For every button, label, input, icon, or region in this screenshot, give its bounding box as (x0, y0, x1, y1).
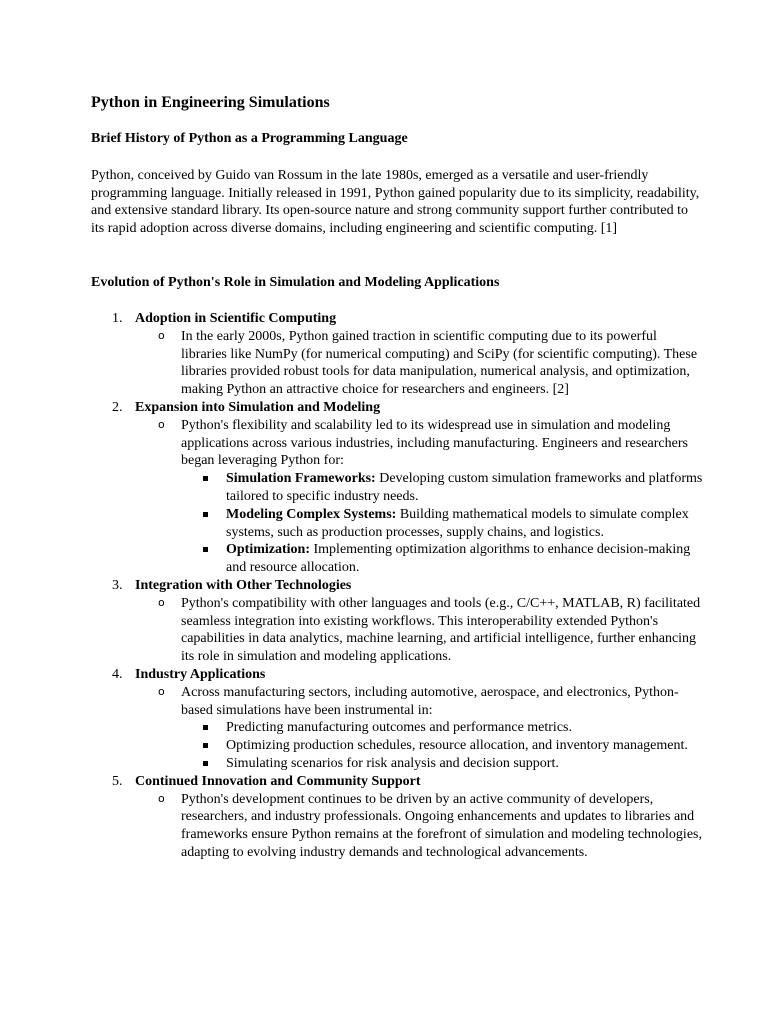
sub-item-text: Implementing optimization algorithms to enhance decision-making and resource allocation. (226, 542, 691, 576)
evolution-outline (91, 310, 703, 862)
section-number: 3. (112, 577, 123, 593)
section-number: 1. (112, 311, 123, 326)
intro-paragraph: Python, conceived by Guido van Rossum in the late 1980s, emerged as a versatile and user-friendly programming language. Initially released in 1991, Python gained popularity due to its simplicity, readability, and extensive standard library. Its open-source nature and strong community support further contributed to its rapid adoption across diverse domains, including engineering and scientific computing. [1] (91, 168, 700, 236)
sub-item-text: Building mathematical models to simulate complex systems, such as production processes, supply chains, and logistics. (226, 506, 689, 540)
sub-list (135, 719, 703, 772)
section-bullet (91, 328, 703, 399)
square-bullet-icon (203, 725, 208, 730)
sub-list (135, 470, 703, 577)
section-item (91, 310, 703, 399)
square-bullet-icon (203, 512, 208, 517)
sub-item-text: Predicting manufacturing outcomes and performance metrics. (226, 720, 572, 736)
document-page (91, 93, 703, 860)
sub-item-text: Developing custom simulation frameworks and platforms tailored to specific industry needs. (226, 471, 703, 504)
section-text: Python's flexibility and scalability led to its widespread use in simulation and modeling applications across various industries, including manufacturing. Engineers and researchers began leveraging Python for: (181, 417, 688, 469)
circle-bullet-icon: o (158, 417, 165, 431)
sub-item-label: Simulation Frameworks: (226, 471, 376, 487)
section-text: In the early 2000s, Python gained traction in scientific computing due to its powerful libraries like NumPy (for numerical computing) and SciPy (for scientific computing). These libraries provided robust tools for data manipulation, numerical analysis, and optimization, making Python an attractive choice for researchers and engineers. [2] (181, 328, 698, 398)
sub-list-item (91, 506, 703, 542)
sub-list-item (91, 541, 703, 577)
document-title: Python in Engineering Simulations (91, 94, 330, 111)
section-bullet (91, 684, 703, 720)
square-bullet-icon (203, 476, 208, 481)
circle-bullet-icon: o (158, 328, 165, 342)
circle-bullet-icon: o (158, 595, 165, 609)
section-bullet (91, 595, 703, 666)
section-heading: Industry Applications (135, 666, 266, 682)
section-heading: Integration with Other Technologies (135, 577, 352, 593)
history-heading: Brief History of Python as a Programming Language (91, 131, 408, 146)
sub-item-text: Simulating scenarios for risk analysis and decision support. (226, 755, 559, 771)
square-bullet-icon (203, 761, 208, 766)
sub-list-item (91, 737, 703, 755)
sub-item-label: Optimization: (226, 542, 310, 558)
evolution-heading: Evolution of Python's Role in Simulation and Modeling Applications (91, 275, 500, 290)
section-number: 2. (112, 399, 123, 415)
section-heading: Expansion into Simulation and Modeling (135, 399, 381, 415)
square-bullet-icon (203, 547, 208, 552)
section-item (91, 773, 703, 862)
section-text: Python's development continues to be driven by an active community of developers, researchers, and industry professionals. Ongoing enhancements and updates to libraries and frameworks ensure Python remains at the forefront of simulation and modeling technologies, adapting to evolving industry demands and technological advancements. (181, 791, 702, 860)
section-text: Across manufacturing sectors, including automotive, aerospace, and electronics, Python-based simulations have been instrumental in: (181, 684, 679, 718)
section-item (91, 666, 703, 773)
circle-bullet-icon: o (158, 684, 165, 698)
section-number: 5. (112, 773, 123, 789)
section-text: Python's compatibility with other languages and tools (e.g., C/C++, MATLAB, R) facilitated seamless integration into existing workflows. This interoperability extended Python's capabilities in data analytics, machine learning, and artificial intelligence, further enhancing its role in simulation and modeling applications. (181, 595, 701, 665)
section-number: 4. (112, 666, 123, 682)
section-heading: Adoption in Scientific Computing (135, 311, 337, 326)
sub-list-item (91, 755, 703, 773)
sub-item-label: Modeling Complex Systems: (226, 506, 397, 522)
section-item (91, 399, 703, 577)
circle-bullet-icon: o (158, 791, 165, 805)
sub-list-item (91, 470, 703, 506)
section-item (91, 577, 703, 666)
section-bullet (91, 417, 703, 470)
sub-item-text: Optimizing production schedules, resource allocation, and inventory management. (226, 738, 688, 754)
square-bullet-icon (203, 743, 208, 748)
section-heading: Continued Innovation and Community Support (135, 773, 421, 789)
sub-list-item (91, 719, 703, 737)
section-bullet (91, 791, 703, 862)
